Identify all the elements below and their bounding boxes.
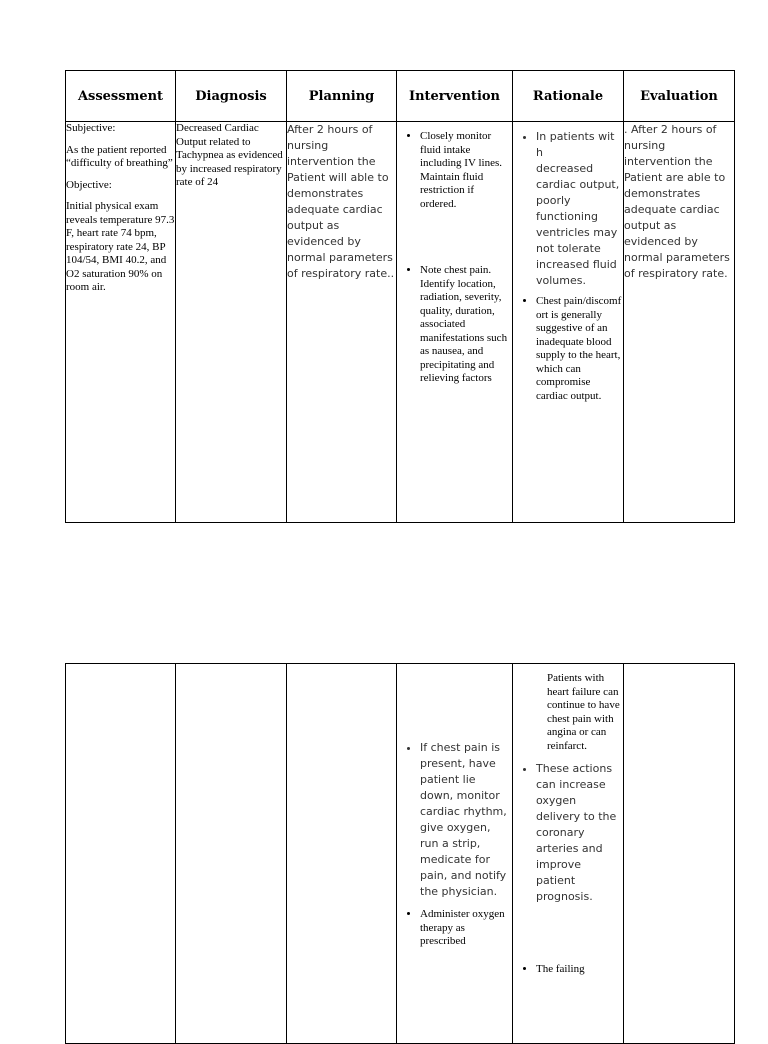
list-item: • In patients wit h decreased cardiac output, poorly functioning ventricles may not tolerate increased fluid volumes. (536, 129, 623, 289)
list-item: • Administer oxygen therapy as prescribed (420, 908, 512, 949)
care-plan-table-continued (65, 663, 735, 1044)
list-item: • The failing (536, 963, 623, 977)
subjective-text: As the patient reported “difficulty of breathing” (66, 143, 173, 169)
header-planning: Planning (287, 71, 397, 122)
intervention-cell (397, 122, 513, 523)
list-item: • These actions can increase oxygen delivery to the coronary arteries and improve patient prognosis. (536, 761, 623, 905)
rationale-cell (513, 122, 624, 523)
rationale-list (513, 761, 623, 977)
header-evaluation: Evaluation (624, 71, 735, 122)
assessment-cell (66, 122, 176, 523)
header-intervention: Intervention (397, 71, 513, 122)
intervention-list (397, 130, 512, 386)
diagnosis-cell (176, 122, 287, 523)
diagnosis-text: Decreased Cardiac Output related to Tachypnea as evidenced by increased respiratory rate of 24 (176, 122, 283, 188)
header-rationale: Rationale (513, 71, 624, 122)
list-item: • Note chest pain. Identify location, radiation, severity, quality, duration, associated manifestations such as nausea, and precipitating and relieving factors (420, 264, 512, 386)
planning-text: After 2 hours of nursing intervention the Patient will able to demonstrates adequate cardiac output as evidenced by normal parameters of respiratory rate.. (287, 123, 395, 280)
header-diagnosis: Diagnosis (176, 71, 287, 122)
assessment-cell (66, 664, 176, 1044)
list-item: • If chest pain is present, have patient lie down, monitor cardiac rhythm, give oxygen, run a strip, medicate for pain, and notify the physician. (420, 740, 512, 900)
evaluation-cell (624, 664, 735, 1044)
intervention-list (397, 740, 512, 949)
table-row (66, 122, 735, 523)
objective-text: Initial physical exam reveals temperature 97.3 F, heart rate 74 bpm, respiratory rate 24, BP 104/54, BMI 40.2, and O2 saturation 90% on room air. (66, 200, 175, 293)
planning-cell (287, 122, 397, 523)
header-row (66, 71, 735, 122)
rationale-intro: Patients with heart failure can continue to have chest pain with angina or can reinfarct. (547, 672, 620, 752)
intervention-cell (397, 664, 513, 1044)
rationale-cell (513, 664, 624, 1044)
objective-label: Objective: (66, 178, 112, 191)
evaluation-cell (624, 122, 735, 523)
subjective-label: Subjective: (66, 122, 116, 134)
planning-cell (287, 664, 397, 1044)
care-plan-table (65, 70, 735, 523)
header-assessment: Assessment (66, 71, 176, 122)
evaluation-text: . After 2 hours of nursing intervention the Patient are able to demonstrates adequate cardiac output as evidenced by normal parameters of respiratory rate. (624, 123, 730, 280)
table-row (66, 664, 735, 1044)
list-item: • Closely monitor fluid intake including IV lines. Maintain fluid restriction if ordered. (420, 130, 512, 211)
diagnosis-cell (176, 664, 287, 1044)
list-item: • Chest pain/discomf ort is generally suggestive of an inadequate blood supply to the heart, which can compromise cardiac output. (536, 295, 623, 403)
rationale-list (513, 129, 623, 403)
